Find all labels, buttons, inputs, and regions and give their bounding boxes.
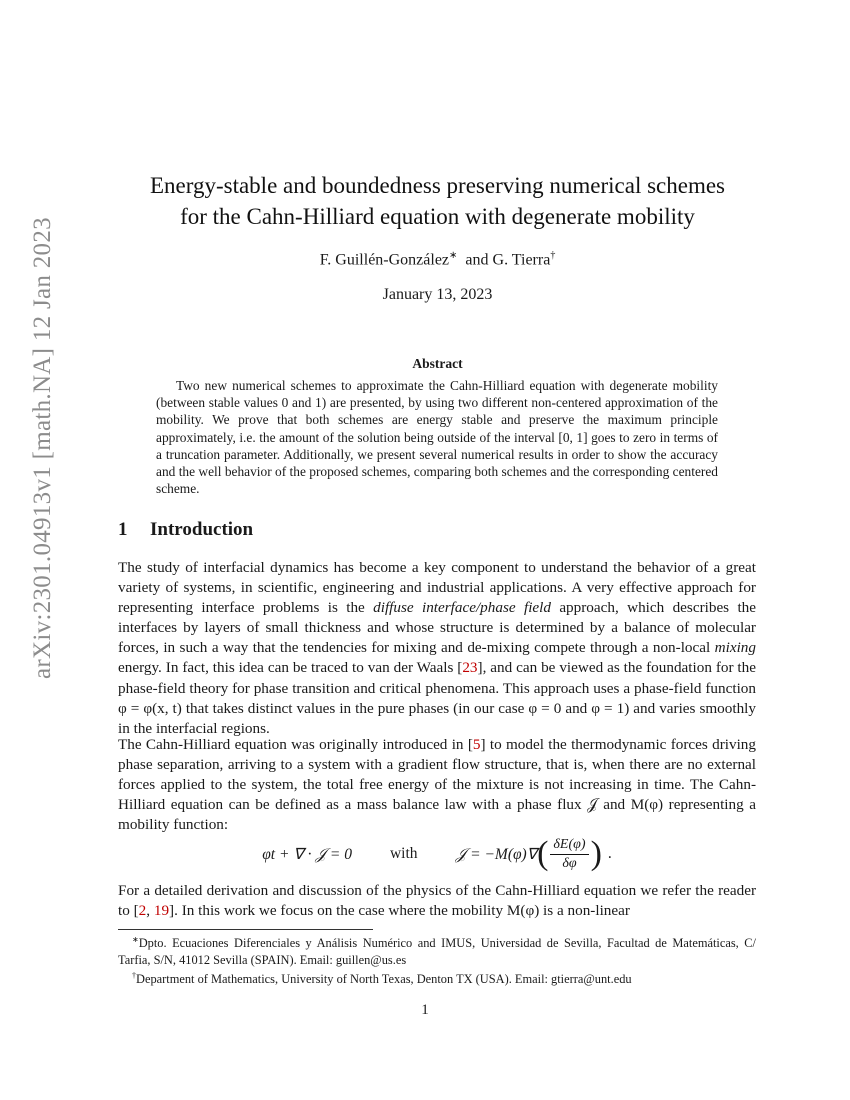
equation-rhs-prefix: 𝒥 = −M(φ)∇ [455,845,538,863]
text-run: The Cahn-Hilliard equation was originally introduced in [ [118,736,473,753]
section-heading [118,519,253,541]
abstract-heading: Abstract [412,356,463,371]
section-number: 1 [118,519,128,540]
arxiv-sidebar [18,216,68,679]
text-run: ], and can be viewed as the foundation for the phase-field theory for phase transition and critical phenomena. This approach uses a phase-field function φ = φ(x, t) that takes distinct values in the pure phases (in our case φ = 0 and φ = 1) and varies smoothly in the interfacial regions. [118,659,756,737]
author-separator: and [465,251,489,269]
text-run: approach, which describes the interfaces by layers of small thickness and whose structure is determined by a balance of molecular forces, in such a way that the tendencies for mixing and de-mixing compete through a non-local [118,599,756,657]
text-run: energy. In fact, this idea can be traced to van der Waals [ [118,659,463,677]
footnote-1 [118,932,756,968]
emphasis-diffuse-interface: diffuse interface/phase field [373,599,551,617]
page-number: 1 [421,1002,429,1018]
emphasis-mixing: mixing [714,639,756,657]
footnote-divider [118,929,373,930]
author-1-footnote-mark[interactable]: ∗ [449,250,458,261]
variational-derivative-fraction [550,837,588,872]
paper-title [100,170,775,232]
text-run: ] to model the thermodynamic forces driving phase separation, arriving to a system with a gradient flow structure, that is, when there are no external forces applied to the system, the total free energy of the mixture is not increasing in time. The Cahn-Hilliard equation can be defined as a mass balance law with a phase flux 𝒥 and M(φ) representing a mobility function: [118,736,756,834]
citation-link-2[interactable]: 2 [138,902,147,920]
citation-link-23[interactable]: 23 [462,659,478,677]
author-list [100,250,775,269]
equation-lhs: φt + ∇ · 𝒥 = 0 [262,845,352,863]
right-paren-glyph: ) [590,835,602,872]
text-run: For a detailed derivation and discussion of the physics of the Cahn-Hilliard equation we refer the reader to [ [118,882,756,920]
arxiv-identifier: arXiv:2301.04913v1 [math.NA] 12 Jan 2023 [29,216,56,679]
title-line-1: Energy-stable and boundedness preserving numerical schemes [149,173,726,198]
footnote-2 [118,968,756,988]
section-title: Introduction [150,519,254,540]
intro-paragraph-1 [118,558,756,739]
equation-connector: with [389,845,418,862]
footnote-2-mark: † [132,971,136,981]
footnote-1-mark: ∗ [132,935,139,944]
cahn-hilliard-equation [118,832,756,876]
footnotes [118,932,756,988]
equation-end: . [607,845,612,862]
fraction-numerator: δE(φ) [550,837,588,855]
publication-date: January 13, 2023 [382,286,493,303]
text-run: The study of interfacial dynamics has become a key component to understand the behavior of a great variety of systems, in scientific, engineering and industrial applications. A very effective approach for representing interface problems is the [118,559,756,617]
left-paren-glyph: ( [537,835,549,872]
citation-link-5[interactable]: 5 [472,736,481,753]
fraction-denominator: δφ [562,855,577,871]
footnote-2-text: Department of Mathematics, University of North Texas, Denton TX (USA). Email: gtierra@unt.edu [136,972,632,987]
footnote-1-text: Dpto. Ecuaciones Diferenciales y Análisis Numérico and IMUS, Universidad de Sevilla, Facultad de Matemáticas, C/ Tarfia, S/N, 41012 Sevilla (SPAIN). Email: guillen@us.es [118,936,756,967]
author-2-footnote-mark[interactable]: † [550,250,556,261]
text-run: , [146,902,154,920]
citation-link-19[interactable]: 19 [153,902,170,920]
text-run: ]. In this work we focus on the case where the mobility M(φ) is a non-linear [169,902,630,920]
intro-paragraph-3 [118,881,756,921]
author-2: G. Tierra [492,251,551,269]
intro-paragraph-2 [118,735,756,835]
abstract-text: Two new numerical schemes to approximate the Cahn-Hilliard equation with degenerate mobility (between stable values 0 and 1) are presented, by using two different non-centered approximation of the mobility. We prove that both schemes are energy stable and preserve the maximum principle approximately, i.e. the amount of the solution being outside of the interval [0, 1] goes to zero in terms of a truncation parameter. Additionally, we present several numerical results in order to show the accuracy and the well behavior of the proposed schemes, comparing both schemes and the corresponding centered scheme. [156,378,718,497]
title-line-2: for the Cahn-Hilliard equation with degenerate mobility [180,204,695,229]
author-1: F. Guillén-González [319,251,450,269]
